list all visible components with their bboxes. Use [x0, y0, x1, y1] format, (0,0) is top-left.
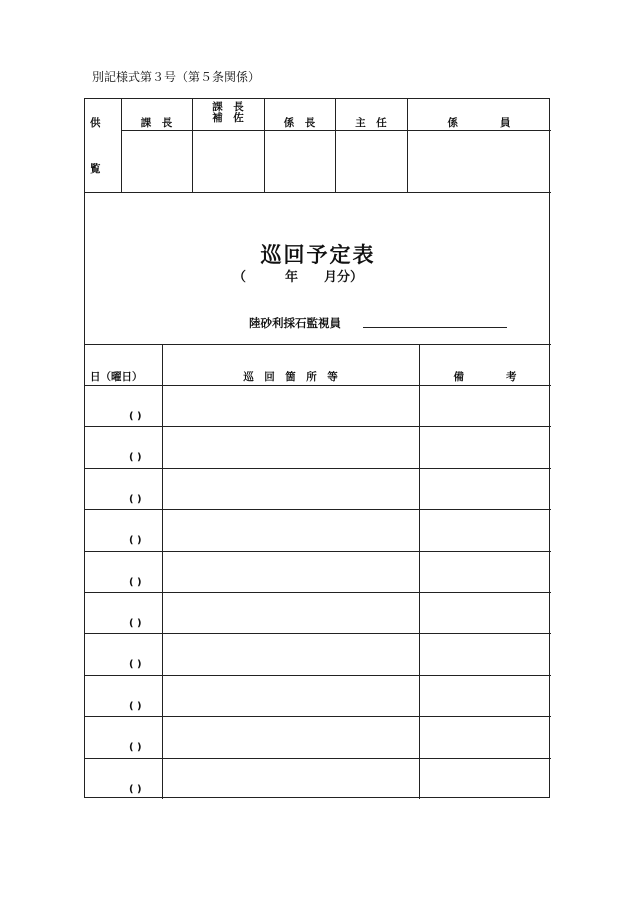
approval-stamp-box-3[interactable] — [265, 131, 335, 192]
approval-stamp-box-2[interactable] — [193, 131, 264, 192]
table-row — [85, 426, 551, 467]
remarks-cell[interactable] — [420, 592, 551, 633]
column-header-day: 日（曜日） — [90, 371, 143, 383]
table-row — [85, 385, 551, 426]
day-cell[interactable] — [85, 716, 162, 757]
day-weekday-mark: ( ) — [129, 493, 142, 505]
approval-stamp-box-5[interactable] — [408, 131, 550, 192]
inspector-label: 陸砂利採石監視員 — [249, 316, 341, 330]
day-weekday-mark: ( ) — [129, 618, 142, 629]
inspector-name-field[interactable] — [363, 327, 507, 328]
approval-column-section-chief: 課 長 — [140, 117, 173, 129]
day-cell[interactable] — [85, 468, 162, 509]
day-cell[interactable] — [85, 426, 162, 467]
place-cell[interactable] — [163, 633, 419, 674]
approval-column-senior-staff: 主 任 — [355, 117, 387, 129]
day-cell[interactable] — [85, 385, 162, 426]
place-cell[interactable] — [163, 675, 419, 716]
day-weekday-mark: ( ) — [129, 783, 142, 795]
table-row — [85, 716, 551, 757]
day-weekday-mark: ( ) — [129, 576, 142, 588]
approval-section — [85, 99, 551, 193]
day-cell[interactable] — [85, 758, 162, 799]
table-row — [85, 675, 551, 716]
approval-label-bottom: 覧 — [90, 163, 101, 175]
day-weekday-mark: ( ) — [129, 535, 142, 547]
remarks-cell[interactable] — [420, 716, 551, 757]
table-row — [85, 758, 551, 799]
column-header-place: 巡 回 箇 所 等 — [243, 371, 338, 383]
day-cell[interactable] — [85, 592, 162, 633]
table-row — [85, 592, 551, 633]
remarks-cell[interactable] — [420, 675, 551, 716]
table-row — [85, 468, 551, 509]
place-cell[interactable] — [163, 509, 419, 550]
place-cell[interactable] — [163, 426, 419, 467]
day-cell[interactable] — [85, 509, 162, 550]
remarks-cell[interactable] — [420, 551, 551, 592]
day-cell[interactable] — [85, 551, 162, 592]
period-line: （ 年 月分） — [233, 270, 364, 285]
form-label: 別記様式第３号（第５条関係） — [92, 70, 261, 84]
remarks-cell[interactable] — [420, 426, 551, 467]
remarks-cell[interactable] — [420, 758, 551, 799]
place-cell[interactable] — [163, 551, 419, 592]
remarks-cell[interactable] — [420, 468, 551, 509]
approval-column-deputy-chief: 課 長 補 佐 — [212, 101, 244, 125]
table-row — [85, 551, 551, 592]
remarks-cell[interactable] — [420, 509, 551, 550]
place-cell[interactable] — [163, 716, 419, 757]
schedule-form-frame — [84, 98, 550, 798]
table-row — [85, 633, 551, 674]
place-cell[interactable] — [163, 385, 419, 426]
approval-column-staff: 係 員 — [447, 117, 511, 129]
remarks-cell[interactable] — [420, 385, 551, 426]
day-weekday-mark: ( ) — [129, 742, 142, 754]
remarks-cell[interactable] — [420, 633, 551, 674]
column-header-remarks: 備 考 — [453, 371, 517, 383]
approval-stamp-box-4[interactable] — [336, 131, 407, 192]
place-cell[interactable] — [163, 758, 419, 799]
approval-label-top: 供 — [90, 117, 101, 129]
day-cell[interactable] — [85, 633, 162, 674]
form-title: 巡回予定表 — [260, 243, 376, 267]
approval-stamp-box-1[interactable] — [122, 131, 192, 192]
day-weekday-mark: ( ) — [129, 659, 142, 671]
day-weekday-mark: ( ) — [129, 700, 142, 712]
place-cell[interactable] — [163, 468, 419, 509]
day-weekday-mark: ( ) — [129, 411, 142, 422]
table-row — [85, 509, 551, 550]
approval-column-subsection-chief: 係 長 — [283, 117, 316, 129]
day-weekday-mark: ( ) — [129, 452, 142, 464]
day-cell[interactable] — [85, 675, 162, 716]
place-cell[interactable] — [163, 592, 419, 633]
